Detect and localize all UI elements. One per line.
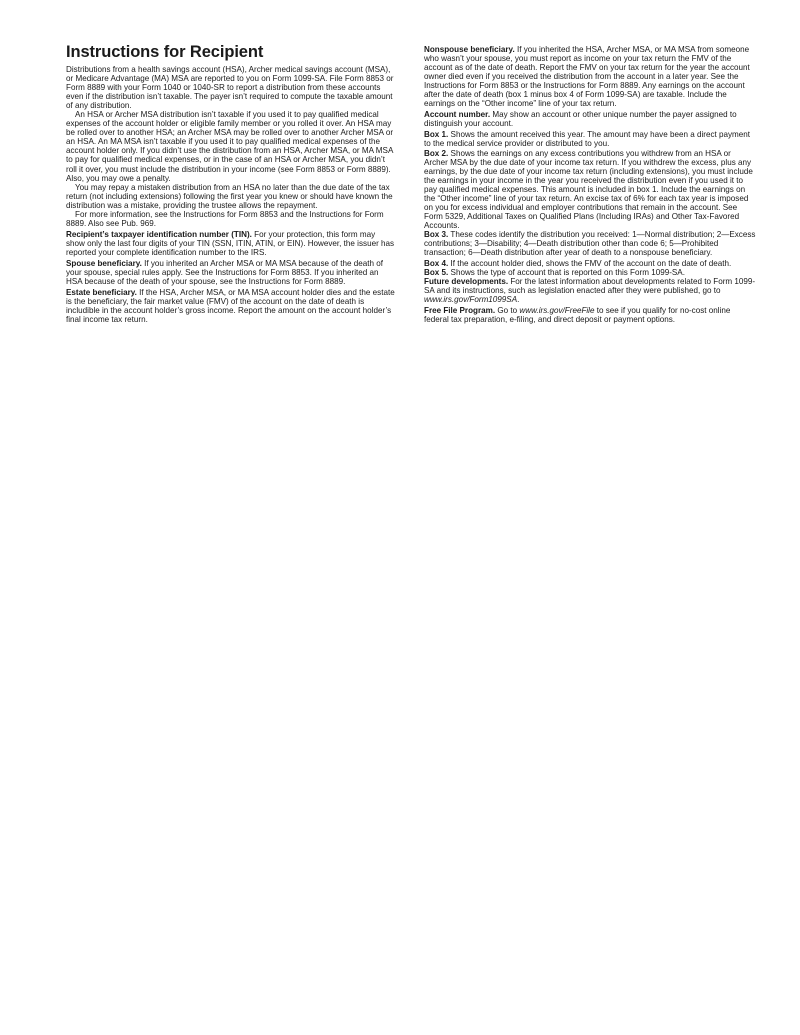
box2-heading: Box 2. [424,148,449,158]
free-file-section [424,306,756,324]
spouse-beneficiary-section [66,259,396,286]
box4-heading: Box 4. [424,259,449,269]
box3-text: These codes identify the distribution you received: 1—Normal distribution; 2—Excess contributions; 3—Disability; 4—Death distribution other than code 6; 5—Prohibited transaction; 6—Death distribution after year of death to a nonspouse beneficiary. [424,229,756,258]
box3-section [424,230,756,257]
form1099sa-link[interactable]: www.irs.gov/Form1099SA [424,295,518,305]
right-column [424,45,756,324]
box5-section [424,268,756,277]
freefile-link[interactable]: www.irs.gov/FreeFile [519,306,595,316]
spouse-beneficiary-heading: Spouse beneficiary. [66,258,142,268]
page-title: Instructions for Recipient [66,43,264,61]
box1-text: Shows the amount received this year. The amount may have been a direct payment to the medical service provider or distributed to you. [424,130,751,149]
left-column [66,43,396,324]
box3-heading: Box 3. [424,229,449,239]
more-info-paragraph: For more information, see the Instructions for Form 8853 and the Instructions for Form 8889. Also see Pub. 969. [66,209,384,228]
box1-heading: Box 1. [424,130,449,140]
tin-text: For your protection, this form may show only the last four digits of your TIN (SSN, ITIN, ATIN, or EIN). However, the issuer has reported your complete identification number to the IRS. [66,229,395,257]
nonspouse-beneficiary-heading: Nonspouse beneficiary. [424,45,515,54]
repayment-paragraph: You may repay a mistaken distribution from an HSA no later than the due date of the tax return (not including extensions) following the first year you knew or should have known the distribution was a mistake, providing the trustee allows the repayment. [66,182,393,210]
account-number-text: May show an account or other unique number the payer assigned to distinguish your account. [424,110,737,129]
estate-beneficiary-section [66,288,396,324]
intro-paragraph: Distributions from a health savings account (HSA), Archer medical savings account (MSA), or Medicare Advantage (MA) MSA are reported to you on Form 1099-SA. File Form 8853 or Form 8889 with your Form 1040 or 1040-SR to report a distribution from these accounts even if the distribution isn’t taxable. The payer isn’t required to compute the taxable amount of any distribution. [66,65,394,111]
account-number-heading: Account number. [424,110,491,120]
box5-text: Shows the type of account that is reported on this Form 1099-SA. [448,268,685,278]
nonspouse-beneficiary-text: If you inherited the HSA, Archer MSA, or MA MSA from someone who wasn’t your spouse, you must report as income on your tax return the FMV of the account as of the date of death. Report the FMV on your tax return for the year the account owner died even if you received the distribution from the account in a later year. See the Instructions for Form 8853 or the Instructions for Form 8889. Any earnings on the account after the date of death (box 1 minus box 4 of Form 1099-SA) are taxable. Include the earnings on the “Other income” line of your tax return. [424,45,750,109]
estate-beneficiary-text: If the HSA, Archer MSA, or MA MSA account holder dies and the estate is the beneficiary, the fair market value (FMV) of the account on the date of death is includible in the account holder’s gross income. Report the amount on the account holder’s final income tax return. [66,288,395,325]
future-developments-text: For the latest information about developments related to Form 1099-SA and its instructions, such as legislation enacted after they were published, go to [424,277,756,296]
tin-section [66,230,396,257]
free-file-heading: Free File Program. [424,306,496,316]
account-number-section [424,110,756,128]
future-developments-section [424,277,756,304]
free-file-text: Go to [495,306,520,316]
box5-heading: Box 5. [424,268,449,278]
tin-heading: Recipient’s taxpayer identification number (TIN). [66,229,252,239]
box4-section [424,259,756,268]
taxability-paragraph: An HSA or Archer MSA distribution isn’t taxable if you used it to pay qualified medical expenses of the account holder or eligible family member or you rolled it over. An HSA may be rolled over to another HSA; an Archer MSA may be rolled over to another Archer MSA or an HSA. An MA MSA isn’t taxable if you used it to pay qualified medical expenses of the account holder only. If you didn’t use the distribution from an HSA, Archer MSA, or MA MSA to pay for qualified medical expenses, or in the case of an HSA or Archer MSA, you didn’t roll it over, you must include the distribution in your income (see Form 8853 or Form 8889). Also, you may owe a penalty. [66,110,394,183]
box1-section [424,130,756,148]
box2-section [424,149,756,230]
future-developments-tail: . [517,295,520,305]
box4-text: If the account holder died, shows the FMV of the account on the date of death. [448,259,732,269]
future-developments-heading: Future developments. [424,277,509,287]
box2-text: Shows the earnings on any excess contributions you withdrew from an HSA or Archer MSA by the due date of your income tax return. If you withdrew the excess, plus any earnings, by the due date of your income tax return (including extensions), you must include the earnings in your income in the year you received the distribution even if you used it to pay qualified medical expenses. This amount is included in box 1. Include the earnings on the “Other income” line of your tax return. An excise tax of 6% for each tax year is imposed on you for excess individual and employer contributions that remain in the account. See Form 5329, Additional Taxes on Qualified Plans (Including IRAs) and Other Tax-Favored Accounts. [424,148,753,230]
free-file-tail: to see if you qualify for no-cost online federal tax preparation, e-filing, and direct deposit or payment options. [424,306,731,325]
nonspouse-beneficiary-section [424,45,756,108]
spouse-beneficiary-text: If you inherited an Archer MSA or MA MSA because of the death of your spouse, special rules apply. See the Instructions for Form 8853. If you inherited an HSA because of the death of your spouse, see the Instructions for Form 8889. [66,258,384,287]
estate-beneficiary-heading: Estate beneficiary. [66,288,137,298]
